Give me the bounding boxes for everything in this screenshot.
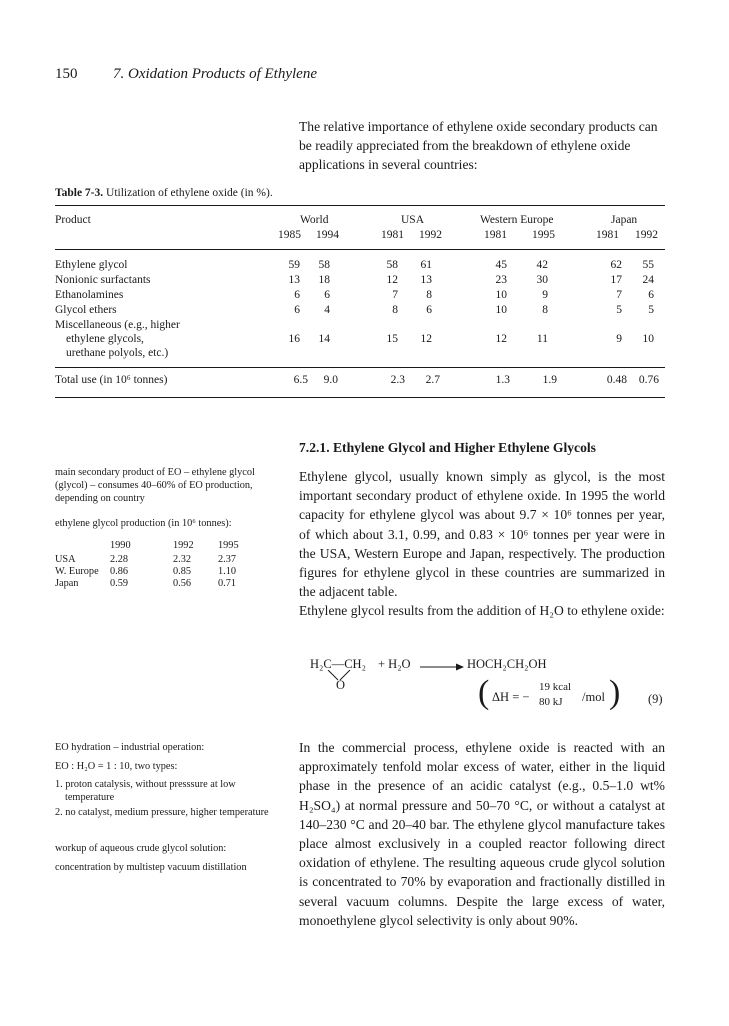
row-label-line: urethane polyols, etc.) [66, 347, 169, 359]
year-header: 1992 [635, 229, 658, 241]
chapter-title: 7. Oxidation Products of Ethylene [113, 66, 317, 82]
production-value: 0.86 [110, 566, 129, 577]
open-paren: ( [478, 674, 490, 711]
table-cell: 18 [318, 274, 330, 286]
year-header: 1981 [381, 229, 404, 241]
group-usa: USA [401, 214, 425, 226]
table-cell: 6 [426, 304, 432, 316]
reaction-arrow [420, 662, 465, 672]
table-cell: 9 [616, 333, 622, 345]
section-heading: 7.2.1. Ethylene Glycol and Higher Ethylene Glycols [299, 440, 596, 455]
year-header: 1985 [278, 229, 301, 241]
table-cell: 8 [426, 289, 432, 301]
row-label: Nonionic surfactants [55, 274, 151, 286]
total-cell: 0.48 [606, 374, 627, 386]
table-cell: 42 [536, 259, 548, 271]
enthalpy-kj: 80 kJ [539, 696, 563, 708]
table-caption-text: Utilization of ethylene oxide (in %). [106, 187, 273, 199]
table-cell: 8 [542, 304, 548, 316]
table-cell: 16 [288, 333, 300, 345]
table-cell: 6 [294, 304, 300, 316]
intro-paragraph: The relative importance of ethylene oxide secondary products can be readily appreciated from the breakdown of ethylene oxide applications in several countries: [299, 119, 658, 172]
total-cell: 9.0 [323, 374, 338, 386]
table-cell: 5 [616, 304, 622, 316]
production-value: 2.37 [218, 554, 237, 565]
group-japan: Japan [611, 214, 638, 226]
table-cell: 30 [536, 274, 548, 286]
table-cell: 10 [495, 289, 507, 301]
table-cell: 55 [642, 259, 654, 271]
table-caption-label: Table 7-3. [55, 187, 104, 199]
page-number: 150 [55, 66, 78, 82]
table-cell: 9 [542, 289, 548, 301]
table-cell: 7 [392, 289, 398, 301]
table-cell: 14 [318, 333, 330, 345]
total-cell: 1.9 [542, 374, 557, 386]
row-label: Glycol ethers [55, 304, 117, 316]
table-cell: 8 [392, 304, 398, 316]
production-year: 1995 [218, 540, 239, 551]
total-cell: 2.3 [390, 374, 405, 386]
production-value: 1.10 [218, 566, 237, 577]
year-header: 1981 [484, 229, 507, 241]
margin-note-production-title: ethylene glycol production (in 10⁶ tonnes): [55, 518, 232, 529]
production-region: USA [55, 554, 76, 565]
table-cell: 45 [495, 259, 507, 271]
table-cell: 17 [610, 274, 622, 286]
production-region: Japan [55, 578, 79, 589]
total-cell: 0.76 [638, 374, 659, 386]
production-value: 0.56 [173, 578, 192, 589]
table-cell: 24 [642, 274, 654, 286]
margin-hydration-ratio: EO : H₂O = 1 : 10, two types: [55, 761, 178, 772]
production-value: 0.71 [218, 578, 237, 589]
table-cell: 15 [386, 333, 398, 345]
row-label: Ethylene glycol [55, 259, 128, 271]
product-ethylene-glycol: HOCH₂CH₂OH [467, 657, 547, 671]
row-label-line: Miscellaneous (e.g., higher [55, 319, 180, 331]
table-cell: 6 [324, 289, 330, 301]
table-cell: 58 [386, 259, 398, 271]
table-caption [55, 187, 273, 199]
total-label: Total use (in 10⁶ tonnes) [55, 374, 168, 386]
equation-number: (9) [648, 692, 663, 706]
table-cell: 4 [324, 304, 330, 316]
table-cell: 13 [288, 274, 300, 286]
group-western-europe: Western Europe [480, 214, 554, 226]
year-header: 1994 [316, 229, 339, 241]
table-cell: 12 [386, 274, 398, 286]
table-cell: 6 [294, 289, 300, 301]
total-cell: 2.7 [425, 374, 440, 386]
table-top-rule [55, 205, 665, 206]
close-paren: ) [609, 674, 621, 711]
total-cell: 1.3 [495, 374, 510, 386]
production-year: 1992 [173, 540, 194, 551]
table-cell: 23 [495, 274, 507, 286]
margin-hydration-item: 2. no catalyst, medium pressure, higher temperature [55, 807, 269, 818]
production-value: 0.59 [110, 578, 129, 589]
reactant-ethylene-oxide: H₂C—CH₂ [310, 657, 366, 671]
production-value: 2.32 [173, 554, 192, 565]
table-cell: 59 [288, 259, 300, 271]
table-cell: 12 [420, 333, 432, 345]
year-header: 1992 [419, 229, 442, 241]
table-header-rule [55, 249, 665, 250]
margin-workup-text: concentration by multistep vacuum distillation [55, 862, 247, 873]
product-header: Product [55, 214, 91, 226]
row-label: Ethanolamines [55, 289, 124, 301]
table-cell: 13 [420, 274, 432, 286]
margin-hydration-item: 1. proton catalysis, without presssure at low temperature [55, 779, 236, 803]
table-cell: 7 [616, 289, 622, 301]
table-cell: 10 [495, 304, 507, 316]
table-total-rule [55, 367, 665, 368]
enthalpy-unit: /mol [582, 690, 605, 704]
row-label-line: ethylene glycols, [66, 333, 144, 345]
production-region: W. Europe [55, 566, 99, 577]
table-cell: 5 [648, 304, 654, 316]
total-cell: 6.5 [293, 374, 308, 386]
table-cell: 58 [318, 259, 330, 271]
year-header: 1981 [596, 229, 619, 241]
table-cell: 6 [648, 289, 654, 301]
paragraph-addition: Ethylene glycol results from the addition of H₂O to ethylene oxide: [299, 603, 665, 618]
year-header: 1995 [532, 229, 555, 241]
enthalpy-kcal: 19 kcal [539, 681, 572, 693]
production-value: 0.85 [173, 566, 192, 577]
margin-workup-title: workup of aqueous crude glycol solution: [55, 843, 227, 854]
reactant-water: + H₂O [378, 657, 411, 671]
table-cell: 62 [610, 259, 622, 271]
table-bottom-rule [55, 397, 665, 398]
production-value: 2.28 [110, 554, 129, 565]
table-cell: 12 [495, 333, 507, 345]
group-world: World [300, 214, 329, 226]
margin-note-main-product: main secondary product of EO – ethylene glycol (glycol) – consumes 40–60% of EO production, depending on country [55, 467, 255, 504]
table-cell: 11 [536, 333, 548, 345]
table-cell: 10 [642, 333, 654, 345]
margin-hydration-title: EO hydration – industrial operation: [55, 742, 205, 753]
row-label [55, 319, 180, 331]
epoxide-oxygen: O [336, 678, 346, 692]
table-cell: 61 [420, 259, 432, 271]
paragraph-commercial-process: In the commercial process, ethylene oxide is reacted with an approximately tenfold molar excess of water, either in the liquid phase in the presence of an acidic catalyst (e.g., 0.5–1.0 wt% H₂SO₄) at normal pressure and 50–70 °C, or without a catalyst at 140–230 °C and 20–40 bar. The ethylene glycol manufacture takes place almost exclusively in a coupled reactor following direct oxidation of ethylene. The resulting aqueous crude glycol solution is concentrated to 70% by evaporation and fractionally distilled in several vacuum columns. Despite the large excess of water, monoethylene glycol selectivity is only about 90%. [299, 740, 665, 928]
enthalpy-label: ΔH = − [492, 690, 530, 704]
production-year: 1990 [110, 540, 131, 551]
paragraph-glycol-intro: Ethylene glycol, usually known simply as glycol, is the most important secondary product of ethylene oxide. In 1995 the world capacity for ethylene glycol was about 9.7 × 10⁶ tonnes per year, of which about 3.1, 0.99, and 0.83 × 10⁶ tonnes per year were in the USA, Western Europe and Japan, respectively. The production figures for ethylene glycol in these countries are summarized in the adjacent table. [299, 469, 665, 600]
